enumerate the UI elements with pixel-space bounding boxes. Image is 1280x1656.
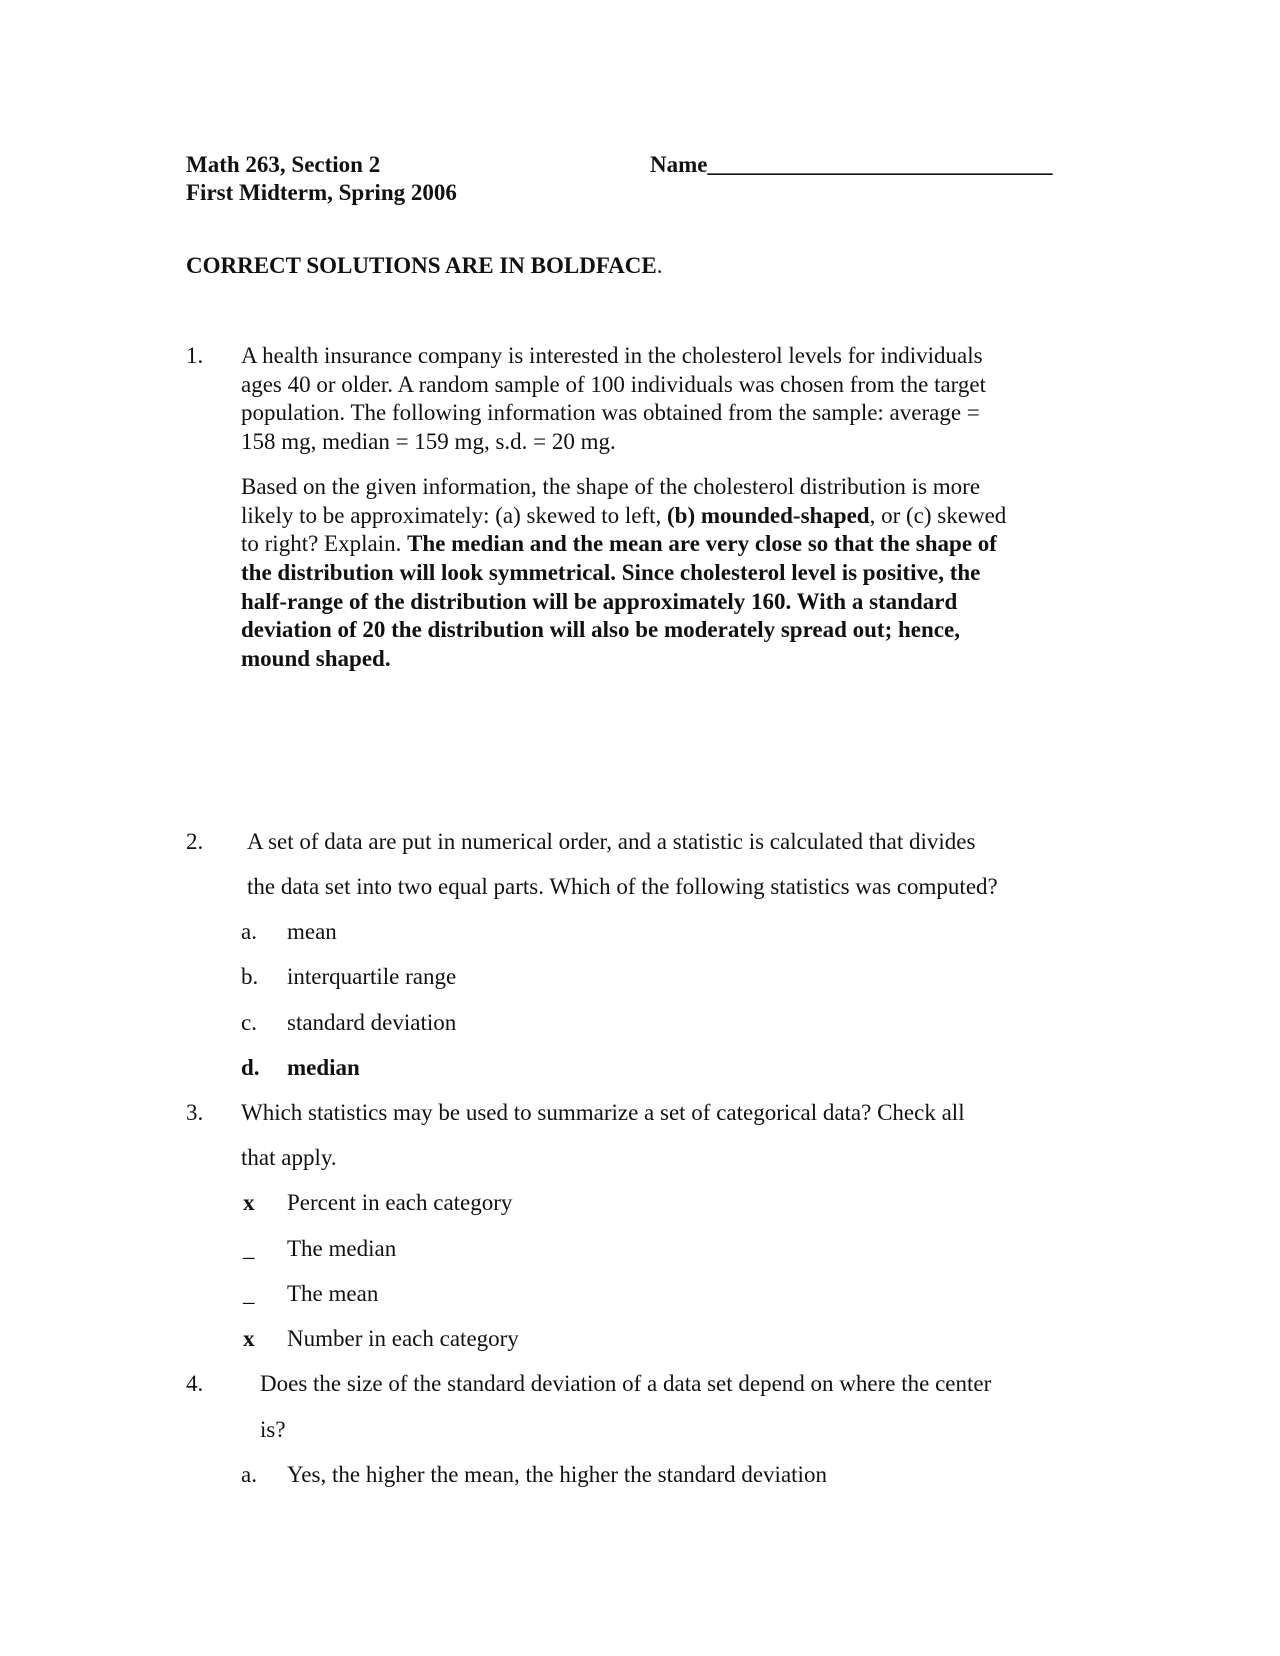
q4-option-letter: a.	[241, 1462, 257, 1487]
q1-question-line: Based on the given information, the shape of the cholesterol distribution is more	[241, 474, 981, 499]
q2-option-text: mean	[287, 919, 337, 944]
q2-option-letter: b.	[241, 964, 259, 989]
exam-title: First Midterm, Spring 2006	[186, 180, 457, 205]
solutions-notice-text: CORRECT SOLUTIONS ARE IN BOLDFACE	[186, 253, 657, 278]
course-title: Math 263, Section 2	[186, 152, 381, 177]
q1-option-a-text: likely to be approximately: (a) skewed to left,	[241, 503, 668, 528]
q1-correct-option: (b) mounded-shaped	[667, 503, 870, 528]
q3-option-text: The mean	[287, 1281, 379, 1306]
name-field-label: Name______________________________	[650, 152, 1053, 177]
solutions-notice	[186, 251, 663, 280]
q2-option-text: interquartile range	[287, 964, 457, 989]
q2-option-letter: c.	[241, 1010, 257, 1035]
q1-stem-line: 158 mg, median = 159 mg, s.d. = 20 mg.	[241, 429, 616, 454]
q3-unchecked-mark: _	[243, 1281, 255, 1306]
q1-question-line	[241, 501, 1006, 530]
q1-question-line	[241, 529, 997, 558]
q1-answer-line: mound shaped.	[241, 646, 391, 671]
q2-option-letter: a.	[241, 919, 257, 944]
q3-stem-line: Which statistics may be used to summarize a set of categorical data? Check all	[241, 1100, 965, 1125]
q3-checked-mark: x	[243, 1190, 255, 1215]
question-1-number: 1.	[186, 343, 204, 368]
q3-option-text: Percent in each category	[287, 1190, 513, 1215]
q1-answer-line: deviation of 20 the distribution will also be moderately spread out; hence,	[241, 617, 960, 642]
q2-stem-line: A set of data are put in numerical order, and a statistic is calculated that divides	[247, 829, 976, 854]
q2-correct-option-text: median	[287, 1055, 360, 1080]
question-2-number: 2.	[186, 829, 204, 854]
q4-option-text: Yes, the higher the mean, the higher the standard deviation	[287, 1462, 827, 1487]
q1-stem-line: A health insurance company is interested in the cholesterol levels for individuals	[241, 343, 983, 368]
question-4-number: 4.	[186, 1371, 204, 1396]
q3-option-text: The median	[287, 1236, 397, 1261]
q1-answer-start: The median and the mean are very close so that the shape of	[407, 531, 997, 556]
q2-option-text: standard deviation	[287, 1010, 457, 1035]
q1-answer-line: the distribution will look symmetrical. Since cholesterol level is positive, the	[241, 560, 981, 585]
q3-checked-mark: x	[243, 1326, 255, 1351]
solutions-notice-period: .	[656, 253, 663, 278]
q3-stem-line: that apply.	[241, 1145, 337, 1170]
q4-stem-line: is?	[260, 1417, 286, 1442]
q1-stem-line: population. The following information was obtained from the sample: average =	[241, 400, 980, 425]
q1-answer-line: half-range of the distribution will be approximately 160. With a standard	[241, 589, 958, 614]
q4-stem-line: Does the size of the standard deviation of a data set depend on where the center	[260, 1371, 992, 1396]
q2-stem-line: the data set into two equal parts. Which of the following statistics was computed?	[247, 874, 998, 899]
q1-option-c-text: , or (c) skewed	[869, 503, 1007, 528]
q1-stem-line: ages 40 or older. A random sample of 100 individuals was chosen from the target	[241, 372, 987, 397]
q1-explain-prompt: to right? Explain.	[241, 531, 408, 556]
q3-option-text: Number in each category	[287, 1326, 519, 1351]
question-3-number: 3.	[186, 1100, 204, 1125]
q3-unchecked-mark: _	[243, 1236, 255, 1261]
q2-correct-option-letter: d.	[241, 1055, 260, 1080]
